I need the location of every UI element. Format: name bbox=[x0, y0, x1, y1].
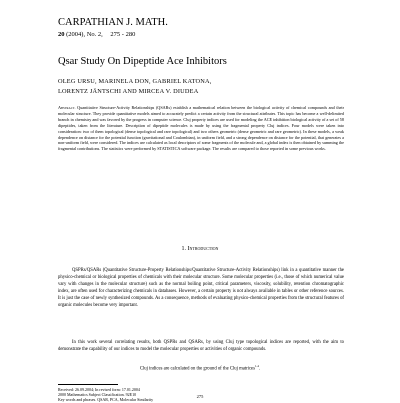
paragraph-text: Cluj indices are calculated on the ground of the Cluj matrices bbox=[139, 366, 255, 372]
abstract-label: Abstract. bbox=[58, 105, 76, 110]
volume-info bbox=[58, 31, 135, 38]
paragraph bbox=[58, 340, 344, 354]
footnote-classification: 2000 Mathematics Subject Classification. 92E10 bbox=[58, 392, 137, 398]
journal-name: CARPATHIAN J. MATH. bbox=[58, 17, 168, 28]
volume-number: 20 bbox=[58, 31, 65, 38]
volume-year-issue: (2004), No. 2, bbox=[66, 31, 103, 38]
page-range: 275 - 280 bbox=[110, 31, 136, 38]
footnote-received: Received: 26.09.2004; In revised form: 17.01.2004 bbox=[58, 387, 140, 392]
citation-ref: 1-4 bbox=[254, 364, 259, 368]
footnote-rule bbox=[58, 384, 118, 385]
paragraph: Cluj indices are calculated on the ground of the Cluj matrices$^{1-4}$. bbox=[139, 364, 261, 372]
abstract-text: Quantitative Structure-Activity Relationships (QSARs) establish a mathematical relation between the biological activity of chemical compounds and their molecular structure. They provide quantitative models aimed to accurately predict a certain activity from the structural attributes. This topic has become a well-delimited branch in chemistry and was favored by the progress in computer science. Cluj property indices are used for modeling the ACE inhibition biological activity of a set of 58 dipeptides, taken from the literature. Description of dipeptide molecules is made by using the fragmental property Cluj indices. Four models were taken into consideration: two of them topological (dense topological and rare topological) and two others geometric (dense geometric and rare geometric). In these models, a weak dependence on distance for the potential function (gravitational and Coulombian), in uniform field, and a strong dependence on distance for the potential, that generates a non-uniform field, were considered. The indices are calculated as local descriptors of some fragments of the molecule and, a global index is then obtained by summing the fragmental contributions. The statistics were performed by STATISTICA software package. The results are compared to those reported in some previous works. bbox=[58, 105, 344, 152]
paragraph bbox=[58, 268, 344, 309]
abstract bbox=[58, 105, 344, 152]
footnote-keywords: Key words and phrases. QSAR, PCA, Molecular Similarity bbox=[58, 397, 154, 403]
page-number: 275 bbox=[196, 394, 204, 399]
author-list bbox=[58, 77, 348, 96]
author-line: OLEG URSU, MARINELA DON, GABRIEL KATONA, bbox=[58, 78, 212, 85]
paragraph-text: QSPRs/QSARs (Quantitative Structure-Property Relationships/Quantitative Structure-Activity Relationships) link in a quantitative manner the physico-chemical or biological properties of chemicals with their molecular structure. Some molecular properties (i.e., those of which numerical value vary with changes in the molecular structure) such as the normal boiling point, critical parameters, viscosity, solubility, retention chromatographic index, are often used for characterizing chemicals in databases. However, a certain property is not always available in tables or other reference sources. It is just the case of newly synthesized compounds. As a consequence, methods of evaluating physico-chemical properties from the structural features of organic molecules become very important. bbox=[58, 268, 344, 308]
section-heading: 1. Introduction bbox=[181, 246, 219, 252]
paper-title: Qsar Study On Dipeptide Ace Inhibitors bbox=[58, 56, 227, 67]
author-line: LORENTZ JÄNTSCHI AND MIRCEA V. DIUDEA bbox=[58, 87, 199, 95]
paragraph-text: In this work several correlating results, both QSPRs and QSARs, by using Cluj type topological indices are reported, with the aim to demonstrate the capability of our indices to model the molecular properties or activities of organic compounds. bbox=[58, 340, 344, 352]
